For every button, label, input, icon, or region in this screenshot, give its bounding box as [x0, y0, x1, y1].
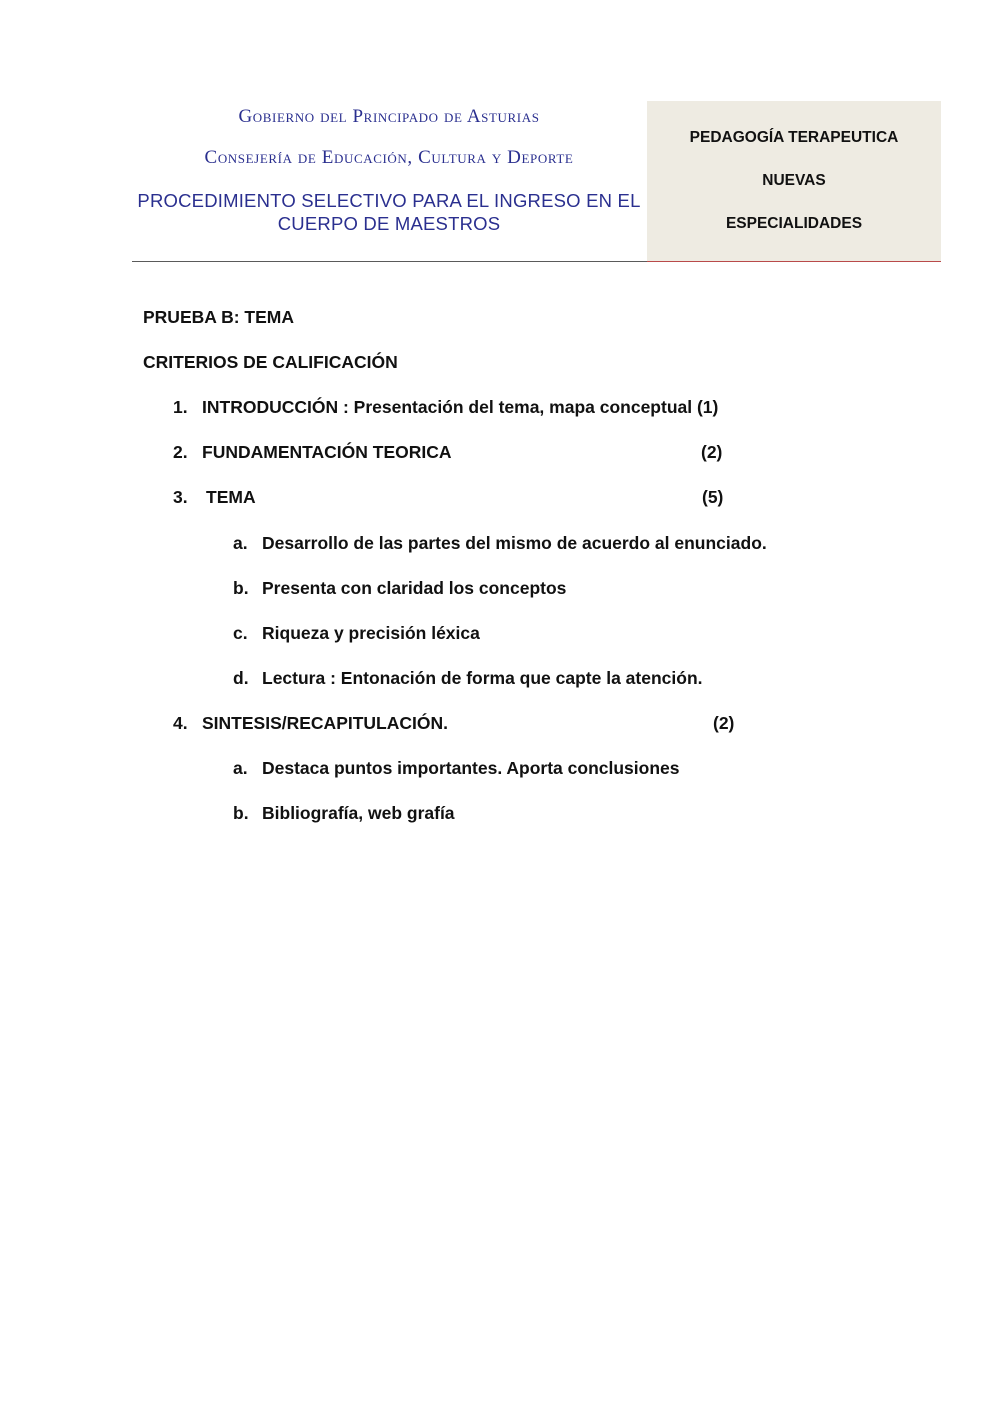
criterion-number: 4. [173, 713, 188, 733]
criterion-score: (2) [701, 442, 723, 462]
procedure-title-line2: CUERPO DE MAESTROS [277, 213, 501, 234]
header-institution-block [132, 100, 646, 261]
subitem-label: Destaca puntos importantes. Aporta conclusiones [262, 758, 680, 778]
specialty-type-line2: ESPECIALIDADES [725, 215, 863, 232]
header-divider-accent [647, 261, 941, 262]
criterion-number: 2. [173, 442, 188, 462]
specialty-label: PEDAGOGÍA TERAPEUTICA [689, 129, 899, 146]
criterion-number: 1. [173, 397, 188, 417]
criterion-label: SINTESIS/RECAPITULACIÓN. [202, 713, 448, 733]
criterion-label: INTRODUCCIÓN : Presentación del tema, mapa conceptual (1) [202, 397, 719, 417]
subitem-label: Desarrollo de las partes del mismo de acuerdo al enunciado. [262, 533, 767, 553]
test-title: PRUEBA B: TEMA [143, 307, 295, 327]
department-name: Consejería de Educación, Cultura y Deporte [204, 147, 574, 168]
subitem-letter: a. [233, 758, 248, 778]
procedure-title [132, 189, 646, 235]
criterion-label: FUNDAMENTACIÓN TEORICA [202, 442, 452, 462]
subitem-label: Presenta con claridad los conceptos [262, 578, 567, 598]
subitem-letter: c. [233, 623, 248, 643]
specialty-type-line1: NUEVAS [762, 172, 826, 189]
subitem-letter: b. [233, 803, 249, 823]
government-name: Gobierno del Principado de Asturias [238, 106, 540, 127]
header-divider [132, 261, 647, 262]
subitem-letter: b. [233, 578, 249, 598]
subitem-label: Lectura : Entonación de forma que capte la atención. [262, 668, 703, 688]
subitem-letter: d. [233, 668, 249, 688]
criteria-title: CRITERIOS DE CALIFICACIÓN [143, 352, 398, 372]
criterion-score: (2) [713, 713, 735, 733]
subitem-label: Bibliografía, web grafía [262, 803, 455, 823]
subitem-letter: a. [233, 533, 248, 553]
criterion-number: 3. [173, 487, 188, 507]
criterion-label: TEMA [206, 487, 256, 507]
specialty-box [647, 101, 941, 261]
subitem-label: Riqueza y precisión léxica [262, 623, 480, 643]
criterion-score: (5) [702, 487, 724, 507]
procedure-title-line1: PROCEDIMIENTO SELECTIVO PARA EL INGRESO EN EL [137, 190, 641, 211]
